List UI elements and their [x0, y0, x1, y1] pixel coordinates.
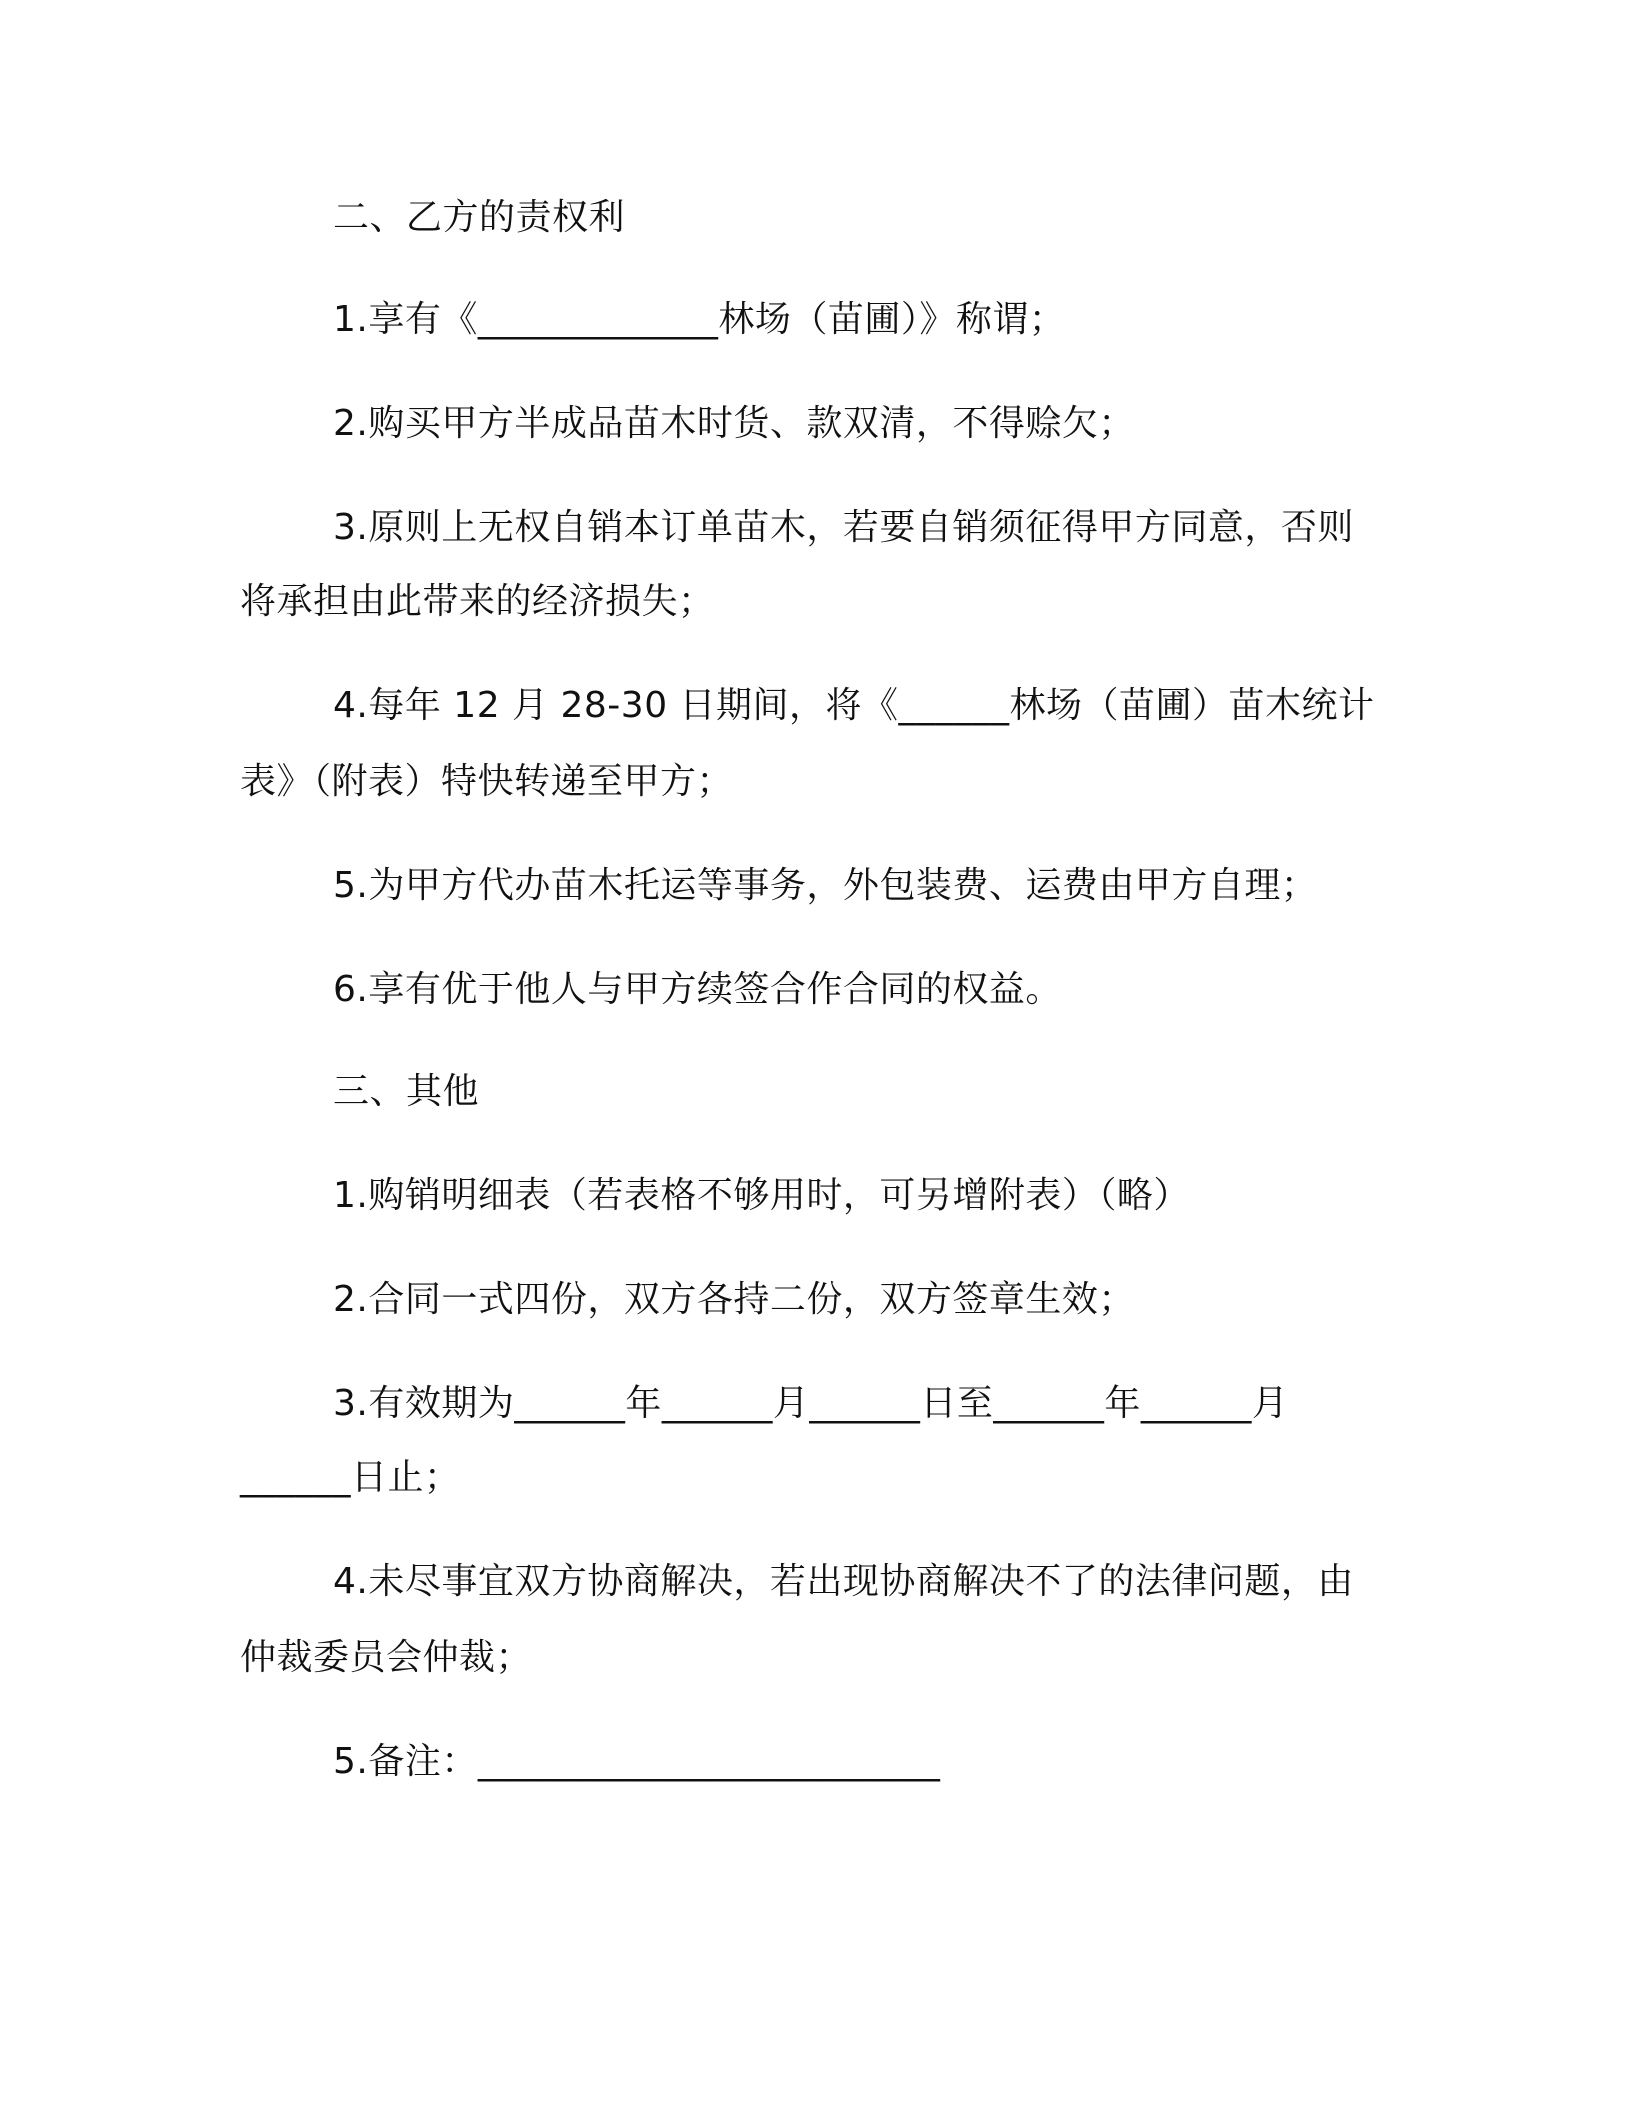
clause-2-5: 5.为甲方代办苗木托运等事务，外包装费、运费由甲方自理； — [333, 865, 1318, 906]
clause-3-2: 2.合同一式四份，双方各持二份，双方签章生效； — [333, 1279, 1135, 1320]
clause-2-6: 6.享有优于他人与甲方续签合作合同的权益。 — [333, 969, 1062, 1010]
clause-3-3-line-1: 3.有效期为______年______月______日至______年______月 — [333, 1383, 1289, 1424]
clause-2-1: 1.享有《_____________林场（苗圃）》称谓； — [333, 299, 1066, 340]
clause-3-3-line-2: ______日止； — [240, 1457, 461, 1498]
clause-3-1: 1.购销明细表（若表格不够用时，可另增附表）（略） — [333, 1175, 1190, 1216]
clause-2-4-line-2: 表》（附表）特快转递至甲方； — [240, 761, 734, 802]
clause-3-4-line-1: 4.未尽事宜双方协商解决，若出现协商解决不了的法律问题，由 — [333, 1561, 1354, 1602]
clause-2-3-line-2: 将承担由此带来的经济损失； — [240, 581, 715, 622]
clause-2-3-line-1: 3.原则上无权自销本订单苗木，若要自销须征得甲方同意，否则 — [333, 507, 1354, 548]
clause-3-4-line-2: 仲裁委员会仲裁； — [240, 1637, 533, 1678]
clause-2-4-line-1: 4.每年 12 月 28-30 日期间，将《______林场（苗圃）苗木统计 — [333, 685, 1375, 726]
clause-3-5: 5.备注：_________________________ — [333, 1741, 941, 1782]
section-3-heading: 三、其他 — [333, 1071, 480, 1112]
section-2-heading: 二、乙方的责权利 — [333, 197, 626, 238]
clause-2-2: 2.购买甲方半成品苗木时货、款双清，不得赊欠； — [333, 403, 1135, 444]
